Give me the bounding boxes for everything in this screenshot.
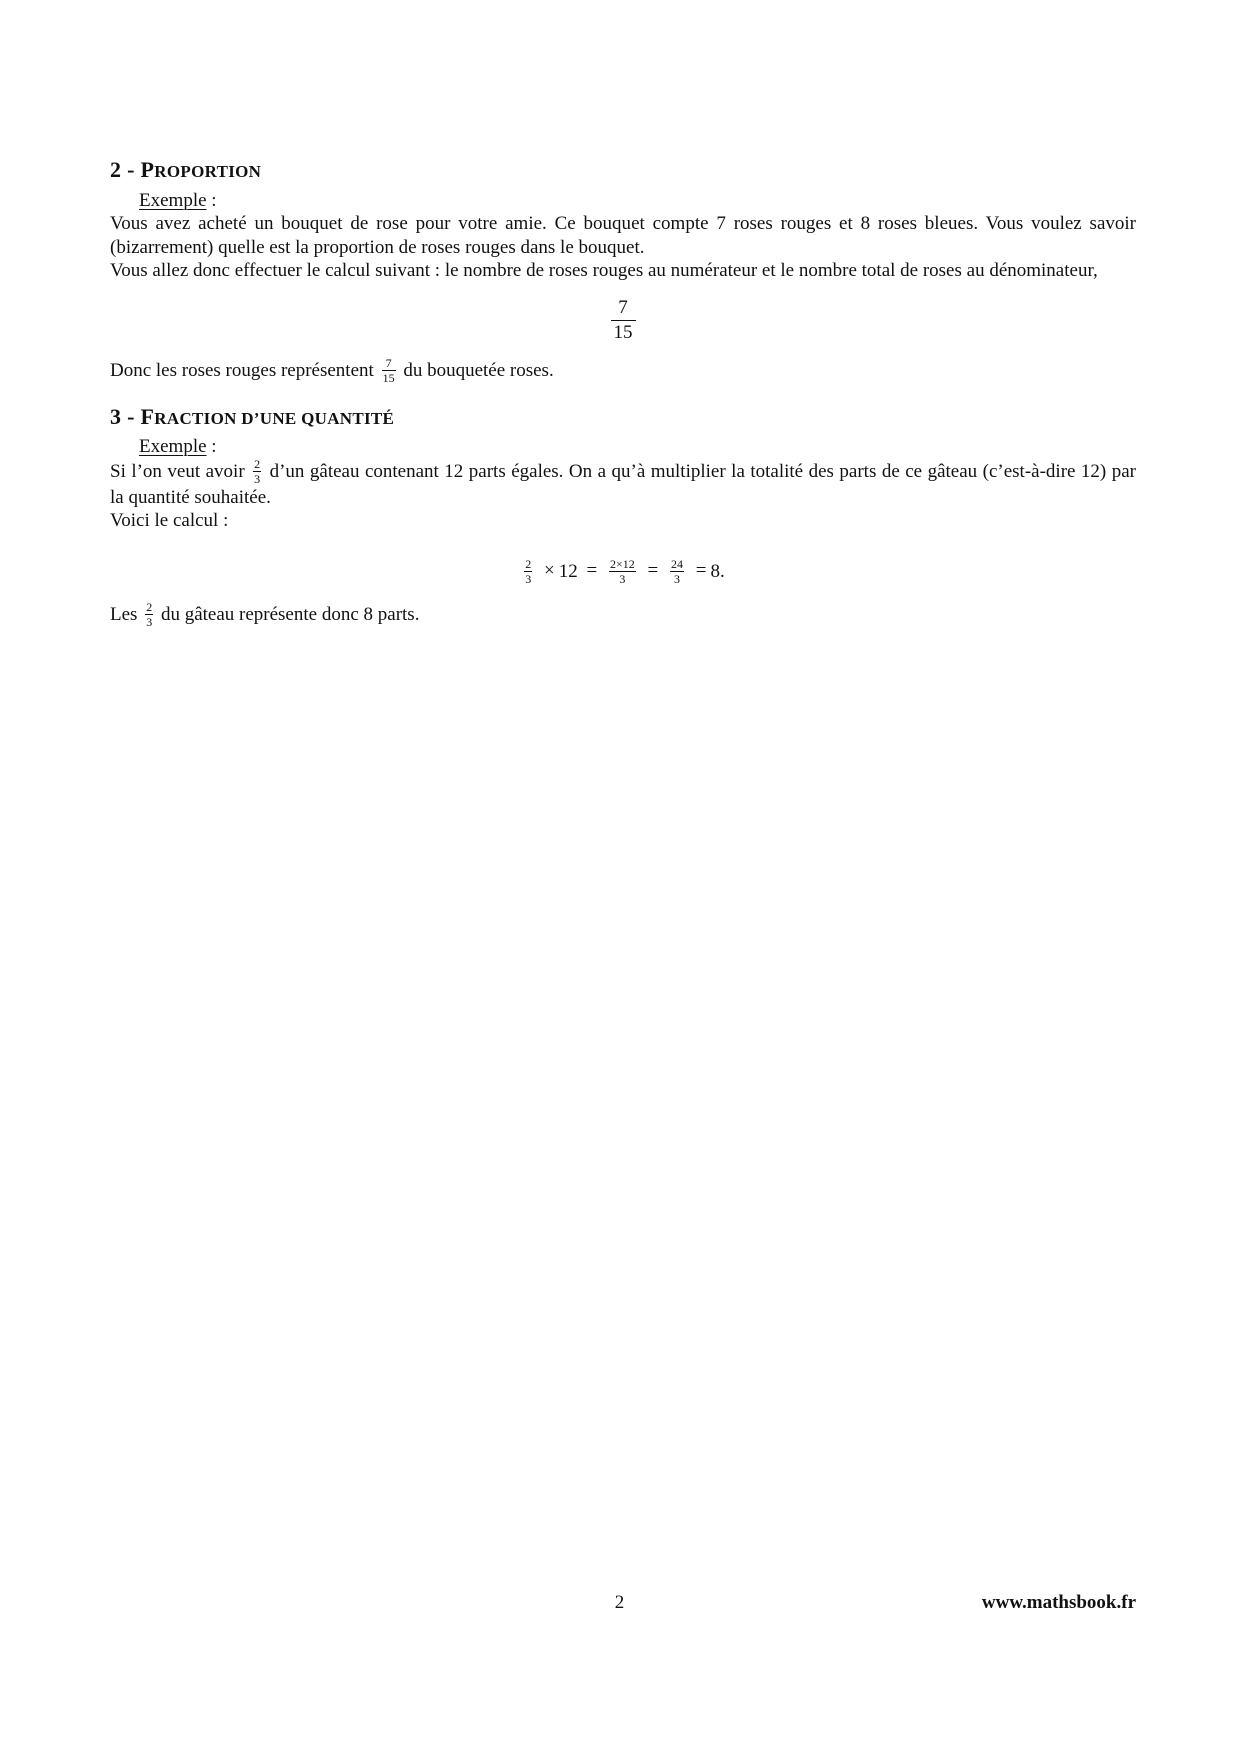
inline-fraction-7-15: $\frac{7}{15}$ — [382, 355, 395, 385]
page-number: 2 — [614, 1592, 625, 1613]
times-sign: × — [544, 560, 555, 582]
calc-fraction-24-3: $\frac{24}{3}$ — [670, 556, 683, 586]
calc-result: 8. — [710, 560, 725, 582]
equals-sign-2: = — [647, 560, 659, 582]
section-3-example-label: Exemple : — [139, 436, 217, 457]
section-3-heading — [110, 405, 1136, 431]
equals-sign-3: = — [695, 560, 707, 582]
section-3-paragraph-1: Si l’on veut avoir $\frac{2}{3}$ d’un gâteau contenant 12 parts égales. On a qu’à multiplier la totalité des parts de ce gâteau (c’est-à-dire 12) par la quantité souhaitée. — [110, 456, 1136, 508]
calc-fraction-2-3: $\frac{2}{3}$ — [525, 556, 532, 586]
fraction-7-15: $\frac{7}{15}$ — [611, 297, 636, 344]
section-3-title-rest: RACTION D’UNE QUANTITÉ — [154, 408, 395, 428]
inline-fraction-2-3: $\frac{2}{3}$ — [254, 456, 261, 486]
website-footer: www.mathsbook.fr — [981, 1592, 1136, 1613]
section-2-conclusion: Donc les roses rouges représentent $\frac{7}{15}$ du bouquetée roses. — [110, 355, 554, 385]
inline-fraction-2-3-conclusion: $\frac{2}{3}$ — [146, 599, 153, 629]
section-2-paragraph-2: Vous allez donc effectuer le calcul suivant : le nombre de roses rouges au numérateur et le nombre total de roses au dénominateur, — [110, 260, 1098, 281]
section-2-display-fraction — [110, 297, 1136, 344]
section-2-title-rest: ROPORTION — [154, 162, 262, 181]
section-2-paragraph-1: Vous avez acheté un bouquet de rose pour votre amie. Ce bouquet compte 7 roses rouges et 8 roses bleues. Vous voulez savoir (bizarrement) quelle est la proportion de roses rouges dans le bouquet. — [110, 213, 1136, 258]
section-2-number: 2 - — [110, 157, 135, 182]
calc-twelve: 12 — [558, 560, 578, 582]
section-2-heading — [110, 158, 1136, 184]
calc-fraction-2x12-3: $\frac{2\times 12}{3}$ — [609, 556, 635, 586]
page-content — [110, 158, 1136, 629]
section-2-example-label: Exemple : — [139, 189, 217, 211]
section-3-number: 3 - — [110, 403, 135, 429]
equals-sign-1: = — [586, 560, 598, 582]
section-3-conclusion: Les $\frac{2}{3}$ du gâteau représente donc 8 parts. — [110, 599, 420, 629]
section-3-paragraph-2: Voici le calcul : — [110, 510, 229, 531]
section-3-calculation — [110, 556, 1136, 586]
section-3-title-initial: F — [140, 403, 155, 429]
section-2-title-initial: P — [140, 157, 155, 182]
